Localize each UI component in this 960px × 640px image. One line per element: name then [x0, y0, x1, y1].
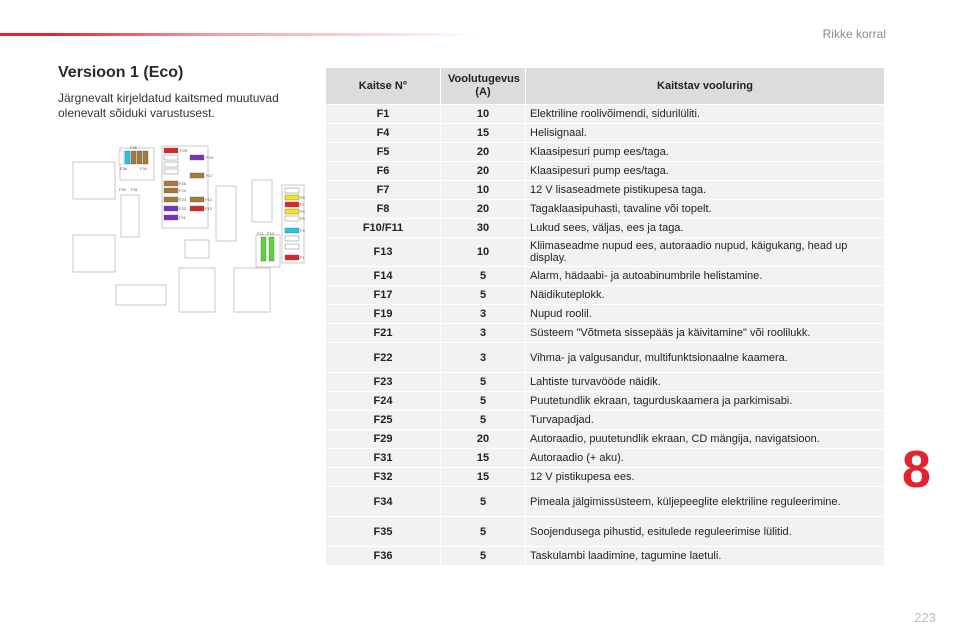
fuse-box-diagram: [58, 140, 318, 320]
label-f31: F31: [131, 187, 138, 192]
circuit-cell: Tagaklaasipuhasti, tavaline või topelt.: [526, 200, 885, 219]
fuse-f7: [285, 202, 299, 207]
fuse-f35: [131, 151, 136, 164]
fuse-f36: [137, 151, 142, 164]
fuse-f5: [285, 216, 299, 221]
fuse-number-cell: F1: [326, 105, 441, 124]
fuse-f14: [190, 197, 204, 202]
fuse-number-cell: F21: [326, 324, 441, 343]
circuit-cell: Kliimaseadme nupud ees, autoraadio nupud, käigukang, head up display.: [526, 238, 885, 267]
table-row: [326, 305, 885, 324]
label-f19: F19: [206, 155, 213, 160]
fuse-f1: [285, 255, 299, 260]
amperage-cell: 30: [441, 219, 526, 238]
amperage-cell: 5: [441, 267, 526, 286]
fuse-f31: [119, 151, 124, 164]
table-header-row: [326, 68, 885, 105]
circuit-cell: Turvapadjad.: [526, 411, 885, 430]
header-consumer: Kaitstav vooluring: [526, 68, 885, 105]
table-row: [326, 517, 885, 547]
fuse-f19: [190, 155, 204, 160]
circuit-cell: Vihma- ja valgusandur, multifunktsionaalne kaamera.: [526, 343, 885, 373]
fuse-f10: [269, 237, 274, 261]
amperage-cell: 5: [441, 392, 526, 411]
fuse-table-body: [326, 105, 885, 566]
amperage-cell: 20: [441, 200, 526, 219]
section-intro: Järgnevalt kirjeldatud kaitsmed muutuvad olenevalt sõiduki varustusest.: [58, 91, 279, 120]
amperage-cell: 5: [441, 286, 526, 305]
fuse-number-cell: F10/F11: [326, 219, 441, 238]
amperage-cell: 15: [441, 124, 526, 143]
label-f23: F23: [179, 197, 186, 202]
table-row: [326, 286, 885, 305]
section-title: Versioon 1 (Eco): [58, 64, 184, 81]
label-f29: F29: [180, 148, 187, 153]
fuse-f29: [164, 148, 178, 153]
amperage-cell: 10: [441, 105, 526, 124]
label-f6: F6: [300, 209, 305, 214]
label-f10: F10: [267, 231, 274, 236]
fuse-f8: [285, 195, 299, 200]
fuse-number-cell: F36: [326, 547, 441, 566]
table-row: [326, 219, 885, 238]
table-row: [326, 143, 885, 162]
header-fuse-number: [326, 68, 441, 105]
fuse-number-cell: F8: [326, 200, 441, 219]
table-row: [326, 343, 885, 373]
fuse-f13: [190, 206, 204, 211]
table-row: [326, 200, 885, 219]
table-row: [326, 124, 885, 143]
fuse-f6: [285, 209, 299, 214]
label-f21: F21: [179, 215, 186, 220]
amperage-cell: 5: [441, 547, 526, 566]
header-amperage: [441, 68, 526, 105]
label-f24: F24: [179, 188, 186, 193]
fuse-number-cell: F22: [326, 343, 441, 373]
label-f7: F7: [300, 202, 305, 207]
circuit-cell: Lahtiste turvavööde näidik.: [526, 373, 885, 392]
amperage-cell: 15: [441, 468, 526, 487]
label-f34: F34: [140, 166, 147, 171]
label-f36: F36: [120, 166, 127, 171]
fuse-number-cell: F14: [326, 267, 441, 286]
fuse-f24: [164, 188, 178, 193]
table-row: [326, 267, 885, 286]
fuse-f34: [143, 151, 148, 164]
fuse-number-cell: F7: [326, 181, 441, 200]
fuse-number-cell: F13: [326, 238, 441, 267]
fuse-number-cell: F17: [326, 286, 441, 305]
table-row: [326, 547, 885, 566]
fuse-number-cell: F4: [326, 124, 441, 143]
fuse-f32: [125, 151, 130, 164]
amperage-cell: 15: [441, 449, 526, 468]
label-f5: F5: [300, 216, 305, 221]
amperage-cell: 5: [441, 517, 526, 547]
circuit-cell: Lukud sees, väljas, ees ja taga.: [526, 219, 885, 238]
amperage-cell: 20: [441, 162, 526, 181]
table-row: [326, 468, 885, 487]
table-row: [326, 162, 885, 181]
label-f1: F1: [300, 255, 305, 260]
circuit-cell: Klaasipesuri pump ees/taga.: [526, 162, 885, 181]
circuit-cell: Nupud roolil.: [526, 305, 885, 324]
amperage-cell: 10: [441, 181, 526, 200]
table-row: [326, 430, 885, 449]
circuit-cell: Elektriline roolivõimendi, sidurilüliti.: [526, 105, 885, 124]
amperage-cell: 5: [441, 373, 526, 392]
amperage-cell: 5: [441, 411, 526, 430]
fuse-number-cell: F25: [326, 411, 441, 430]
label-f22: F22: [179, 206, 186, 211]
circuit-cell: Süsteem "Võtmeta sissepääs ja käivitamine" või roolilukk.: [526, 324, 885, 343]
table-row: [326, 105, 885, 124]
circuit-cell: Puutetundlik ekraan, tagurduskaamera ja parkimisabi.: [526, 392, 885, 411]
fuse-f23: [164, 197, 178, 202]
label-f4: F4: [300, 228, 305, 233]
fuse-f21: [164, 215, 178, 220]
circuit-cell: Autoraadio, puutetundlik ekraan, CD mängija, navigatsioon.: [526, 430, 885, 449]
fuse-number-cell: F35: [326, 517, 441, 547]
amperage-cell: 10: [441, 238, 526, 267]
label-f25: F25: [179, 181, 186, 186]
chapter-number: 8: [902, 441, 931, 499]
fuse-number-cell: F32: [326, 468, 441, 487]
fuse-f25: [164, 181, 178, 186]
circuit-cell: Klaasipesuri pump ees/taga.: [526, 143, 885, 162]
header-amperage-label: Voolutugevus (A): [448, 73, 520, 98]
amperage-cell: 20: [441, 143, 526, 162]
amperage-cell: 20: [441, 430, 526, 449]
circuit-cell: Taskulambi laadimine, tagumine laetuli.: [526, 547, 885, 566]
fuse-number-cell: F29: [326, 430, 441, 449]
circuit-cell: Soojendusega pihustid, esitulede reguleerimise lülitid.: [526, 517, 885, 547]
table-row: [326, 411, 885, 430]
table-row: [326, 392, 885, 411]
label-f17: F17: [206, 173, 213, 178]
label-f14: F14: [205, 197, 212, 202]
label-f13: F13: [205, 206, 212, 211]
header-accent-bar: [0, 33, 480, 36]
circuit-cell: Autoraadio (+ aku).: [526, 449, 885, 468]
fuse-number-cell: F23: [326, 373, 441, 392]
header-fuse-number-label: Kaitse N°: [358, 79, 408, 92]
circuit-cell: Näidikuteplokk.: [526, 286, 885, 305]
label-f35: F35: [130, 145, 137, 150]
amperage-cell: 5: [441, 487, 526, 517]
table-row: [326, 324, 885, 343]
fuse-f11: [261, 237, 266, 261]
circuit-cell: Pimeala jälgimissüsteem, küljepeeglite elektriline reguleerimine.: [526, 487, 885, 517]
amperage-cell: 3: [441, 324, 526, 343]
amperage-cell: 3: [441, 343, 526, 373]
circuit-cell: Alarm, hädaabi- ja autoabinumbrile helistamine.: [526, 267, 885, 286]
fuse-f22: [164, 206, 178, 211]
fuse-number-cell: F19: [326, 305, 441, 324]
fuse-f17: [190, 173, 204, 178]
label-f32: F32: [119, 187, 126, 192]
chapter-title: Rikke korral: [822, 27, 886, 41]
circuit-cell: 12 V lisaseadmete pistikupesa taga.: [526, 181, 885, 200]
circuit-cell: Helisignaal.: [526, 124, 885, 143]
amperage-cell: 3: [441, 305, 526, 324]
fuse-number-cell: F24: [326, 392, 441, 411]
table-row: [326, 181, 885, 200]
table-row: [326, 238, 885, 267]
circuit-cell: 12 V pistikupesa ees.: [526, 468, 885, 487]
label-f8: F8: [300, 195, 305, 200]
fuse-number-cell: F34: [326, 487, 441, 517]
fuse-number-cell: F6: [326, 162, 441, 181]
fuse-number-cell: F31: [326, 449, 441, 468]
label-f11: F11: [257, 231, 264, 236]
table-row: [326, 449, 885, 468]
fuse-number-cell: F5: [326, 143, 441, 162]
page-number: 223: [914, 610, 936, 625]
fuse-f4: [285, 228, 299, 233]
fuse-table: [325, 67, 885, 566]
table-row: [326, 487, 885, 517]
table-row: [326, 373, 885, 392]
